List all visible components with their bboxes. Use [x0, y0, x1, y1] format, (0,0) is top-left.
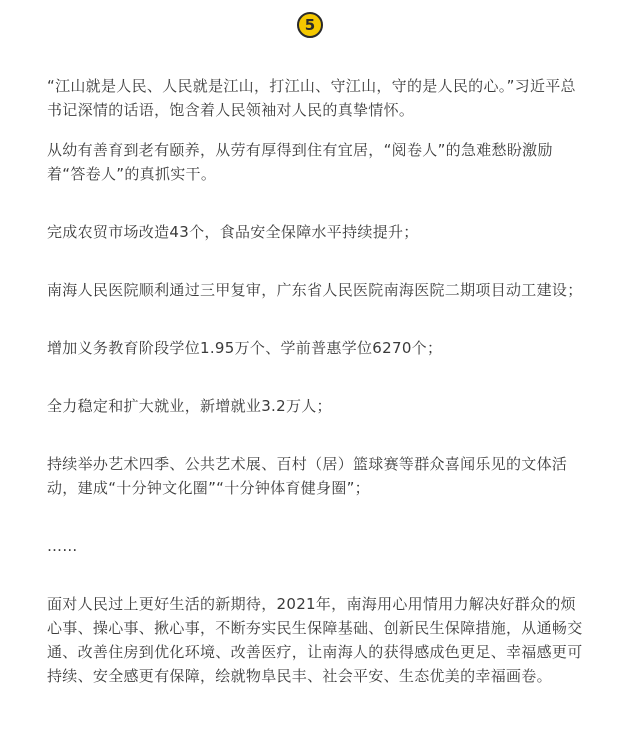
achievement-item-hospital: 南海人民医院顺利通过三甲复审，广东省人民医院南海医院二期项目动工建设； — [47, 281, 583, 299]
achievement-item-culture: 持续举办艺术四季、公共艺术展、百村（居）篮球赛等群众喜闻乐见的文体活动，建成“十分钟文化圈”“十分钟体育健身圈”； — [47, 455, 568, 497]
section-number-badge-wrap — [0, 12, 620, 38]
ellipsis-paragraph: …… — [47, 537, 78, 555]
closing-paragraph: 面对人民过上更好生活的新期待，2021年，南海用心用情用力解决好群众的烦心事、操心事、揪心事，不断夯实民生保障基础、创新民生保障措施，从通畅交通、改善住房到优化环境、改善医疗，让南海人的获得感成色更足、幸福感更可持续、安全感更有保障，绘就物阜民丰、社会平安、生态优美的幸福画卷。 — [47, 595, 583, 685]
achievement-item-market: 完成农贸市场改造43个，食品安全保障水平持续提升； — [47, 223, 419, 241]
quote-paragraph: “江山就是人民、人民就是江山，打江山、守江山，守的是人民的心。”习近平总书记深情的话语，饱含着人民领袖对人民的真挚情怀。 — [47, 77, 576, 119]
achievement-item-employment: 全力稳定和扩大就业，新增就业3.2万人； — [47, 397, 332, 415]
achievement-item-education: 增加义务教育阶段学位1.95万个、学前普惠学位6270个； — [47, 339, 443, 357]
section-number-badge — [297, 12, 323, 38]
section-number: 5 — [304, 15, 316, 34]
article-body — [47, 74, 587, 688]
journey-paragraph: 从幼有善育到老有颐养，从劳有厚得到住有宜居，“阅卷人”的急难愁盼激励着“答卷人”的真抓实干。 — [47, 141, 553, 183]
